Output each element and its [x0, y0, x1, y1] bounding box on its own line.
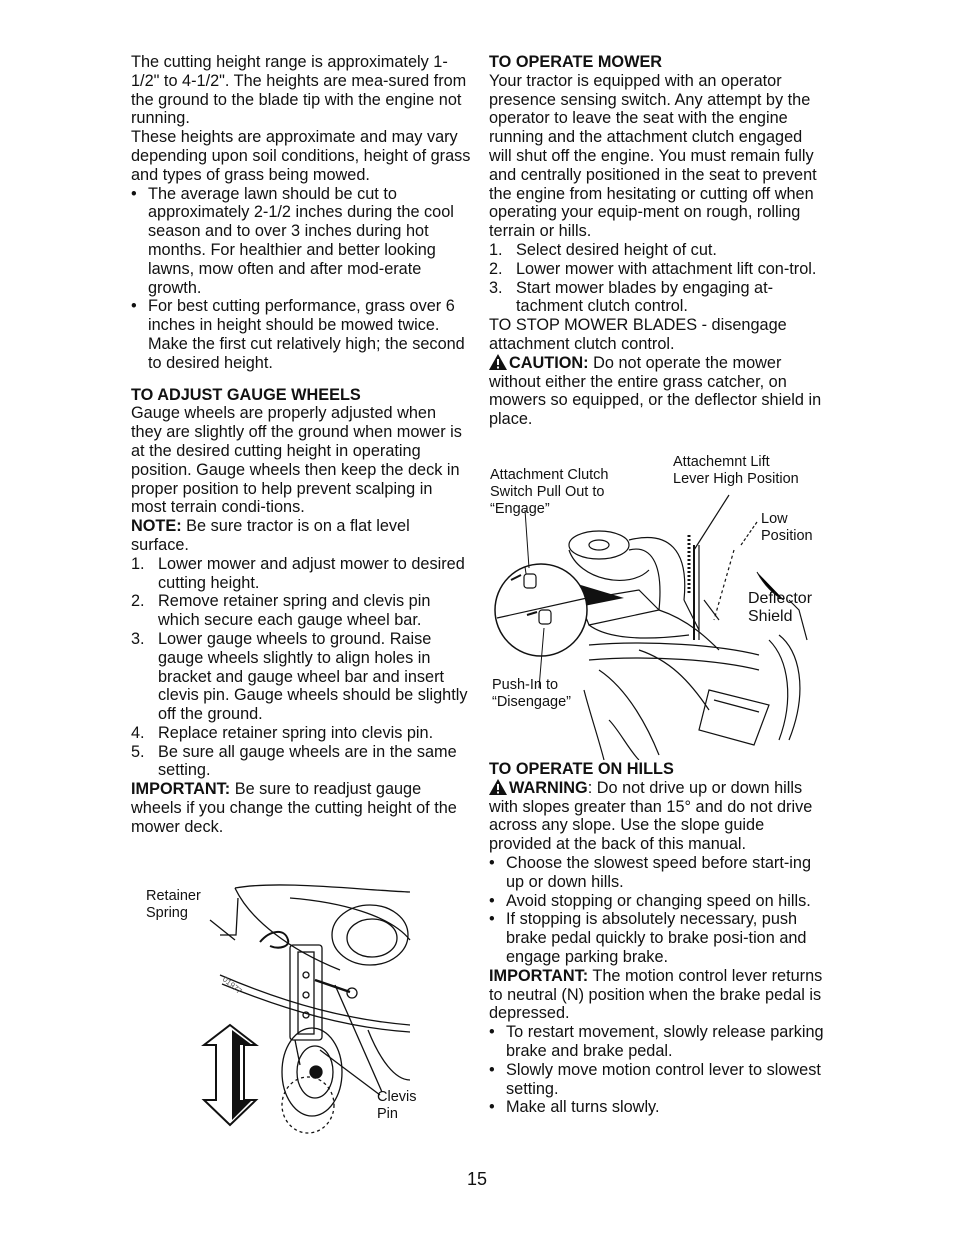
- gauge-wheel-figure: [140, 880, 420, 1140]
- step-number: 1.: [131, 554, 145, 573]
- note-label: NOTE:: [131, 517, 182, 536]
- step-number: 1.: [489, 240, 503, 259]
- warning-label: WARNING: [509, 778, 588, 797]
- step-number: 4.: [131, 723, 145, 742]
- important-label: IMPORTANT:: [131, 780, 231, 799]
- tractor-controls-figure: [489, 450, 829, 760]
- bullet-item: • Avoid stopping or changing speed on hills.: [489, 892, 829, 911]
- important-label: IMPORTANT:: [489, 966, 589, 985]
- step-text: Lower mower and adjust mower to desired cutting height.: [158, 554, 465, 592]
- hills-section: [489, 760, 829, 1117]
- cutting-range-paragraph: The cutting height range is approximately 1-1/2" to 4-1/2". The heights are mea-sured from the ground to the blade tip with the engine not running.: [131, 53, 467, 128]
- step-text: Replace retainer spring into clevis pin.: [158, 723, 434, 742]
- step-item: [131, 592, 471, 630]
- heights-approx-paragraph: These heights are approximate and may vary depending upon soil conditions, height of grass and types of grass being mowed.: [131, 128, 471, 184]
- note-paragraph: [131, 517, 471, 555]
- warning-text: : Do not drive up or down hills with slopes greater than 15° and do not drive across any slope. Use the slope guide provided at the back of this manual.: [489, 778, 813, 854]
- part-code-text: 01977: [220, 974, 244, 996]
- lift-lever-label: Attachemnt Lift Lever High Position: [673, 454, 799, 487]
- operate-mower-heading: TO OPERATE MOWER: [489, 53, 663, 71]
- warning-triangle-icon: [489, 354, 507, 370]
- caution-text: Do not operate the mower without either the entire grass catcher, on mowers so equipped, or the deflector shield in place.: [489, 353, 822, 429]
- caution-paragraph: [489, 354, 829, 429]
- important-text: Be sure to readjust gauge wheels if you change the cutting height of the mower deck.: [131, 780, 457, 836]
- bullet-item: • Slowly move motion control lever to slowest setting.: [489, 1061, 829, 1099]
- page-number: 15: [466, 1169, 488, 1189]
- step-item: [131, 724, 471, 743]
- retainer-spring-label: Retainer Spring: [146, 888, 201, 921]
- gauge-wheels-heading: TO ADJUST GAUGE WHEELS: [131, 385, 361, 404]
- step-text: Start mower blades by engaging at-tachment clutch control.: [516, 278, 774, 316]
- note-text: Be sure tractor is on a flat level surface.: [131, 517, 410, 554]
- step-number: 5.: [131, 742, 145, 761]
- bullet-item: • To restart movement, slowly release parking brake and brake pedal.: [489, 1023, 829, 1061]
- warning-triangle-icon: [489, 779, 507, 795]
- step-text: Lower mower with attachment lift con-trol.: [516, 259, 817, 278]
- push-in-label: Push-In to “Disengage”: [492, 677, 571, 710]
- warning-paragraph: [489, 779, 829, 854]
- step-item: [489, 241, 829, 260]
- up-down-arrow-icon: [204, 1025, 256, 1125]
- gauge-wheels-paragraph: Gauge wheels are properly adjusted when they are slightly off the ground when mower is at the desired cutting height in operating position. Gauge wheels then keep the deck in proper position to help prevent scalping in most terrain condi-tions.: [131, 404, 462, 517]
- step-number: 2.: [131, 592, 145, 611]
- step-item: [131, 555, 471, 593]
- operate-hills-heading: TO OPERATE ON HILLS: [489, 760, 674, 778]
- low-position-label: Low Position: [761, 511, 813, 544]
- bullet-item: • If stopping is absolutely necessary, push brake pedal quickly to brake posi-tion and engage parking brake.: [489, 910, 829, 966]
- operate-mower-paragraph: Your tractor is equipped with an operator presence sensing switch. Any attempt by the operator to leave the seat with the engine running and the attachment clutch engaged will shut off the engine. You must remain fully and centrally positioned in the seat to prevent the engine from hesitating or cutting off when operating your equip-ment on rough, rolling terrain or hills.: [489, 71, 817, 241]
- important-paragraph: [131, 780, 471, 836]
- bullet-item: • The average lawn should be cut to approximately 2-1/2 inches during the cool season and to over 3 inches during hot months. For healthier and better looking lawns, mow often and after mod-erate growth.: [131, 185, 471, 298]
- step-text: Select desired height of cut.: [516, 240, 717, 259]
- important-paragraph: [489, 967, 829, 1023]
- step-number: 3.: [489, 278, 503, 297]
- step-number: 3.: [131, 629, 145, 648]
- step-number: 2.: [489, 259, 503, 278]
- bullet-item: • For best cutting performance, grass over 6 inches in height should be mowed twice. Make the first cut relatively high; the second to desired height.: [131, 297, 471, 372]
- clevis-pin-label: Clevis Pin: [377, 1089, 417, 1122]
- step-text: Lower gauge wheels to ground. Raise gauge wheels slightly to align holes in bracket and gauge wheel bar and insert clevis pin. Gauge wheels should be slightly off the ground.: [158, 629, 468, 724]
- step-item: [131, 630, 471, 724]
- step-item: [131, 743, 471, 781]
- caution-label: CAUTION:: [509, 353, 589, 372]
- deflector-shield-label: Deflector Shield: [748, 590, 813, 625]
- stop-blades-paragraph: TO STOP MOWER BLADES - disengage attachment clutch control.: [489, 316, 787, 353]
- bullet-item: • Make all turns slowly.: [489, 1098, 829, 1117]
- right-column: [489, 53, 829, 429]
- step-text: Remove retainer spring and clevis pin which secure each gauge wheel bar.: [158, 592, 431, 630]
- step-item: [489, 260, 829, 279]
- step-item: [489, 279, 829, 317]
- bullet-item: • Choose the slowest speed before start-ing up or down hills.: [489, 854, 829, 892]
- step-text: Be sure all gauge wheels are in the same setting.: [158, 742, 457, 780]
- important-text: The motion control lever returns to neutral (N) position when the brake pedal is depressed.: [489, 966, 823, 1023]
- clutch-switch-label: Attachment Clutch Switch Pull Out to “Engage”: [490, 467, 609, 517]
- left-column: [131, 53, 471, 837]
